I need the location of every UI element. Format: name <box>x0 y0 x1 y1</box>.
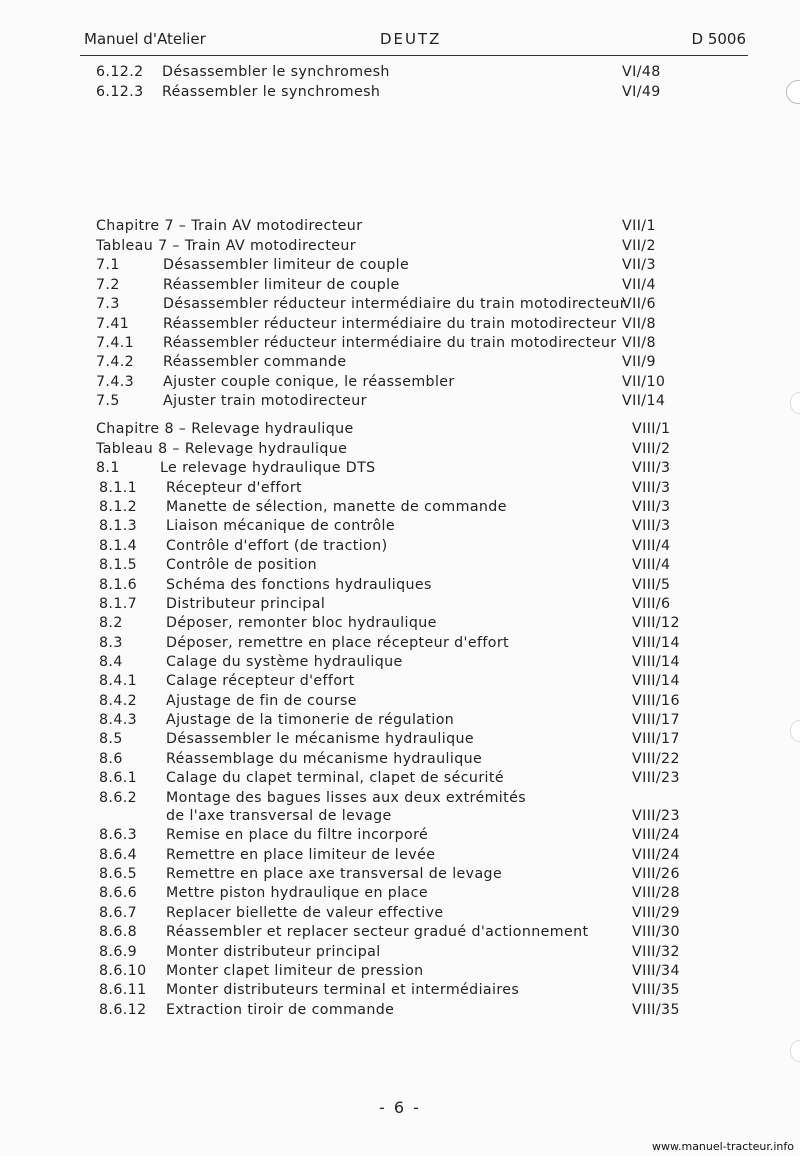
toc-entry-page: VIII/26 <box>632 866 680 882</box>
toc-entry-number: 8.6.4 <box>99 847 138 863</box>
toc-entry-title: Tableau 8 – Relevage hydraulique <box>96 441 348 457</box>
toc-entry-title: Désassembler réducteur intermédiaire du train motodirecteur <box>163 296 626 312</box>
toc-entry-number: 8.2 <box>99 615 123 631</box>
toc-entry-title: Réassembler commande <box>163 354 347 370</box>
toc-entry-number: 8.4.3 <box>99 712 138 728</box>
toc-entry-number: 8.6.3 <box>99 827 138 843</box>
toc-entry-title: Monter clapet limiteur de pression <box>166 963 424 979</box>
toc-entry-page: VIII/23 <box>632 770 680 786</box>
toc-entry <box>0 84 800 104</box>
toc-entry-title: Chapitre 7 – Train AV motodirecteur <box>96 218 363 234</box>
toc-entry-page: VIII/24 <box>632 827 680 843</box>
toc-entry <box>0 944 800 964</box>
toc-entry-number: 8.6.7 <box>99 905 138 921</box>
toc-entry <box>0 499 800 519</box>
toc-entry <box>0 421 800 441</box>
toc-entry <box>0 751 800 771</box>
toc-entry-number: 8.6.2 <box>99 790 138 806</box>
toc-entry <box>0 538 800 558</box>
brand-name: DEUTZ <box>380 30 442 48</box>
toc-entry-page: VII/9 <box>622 354 656 370</box>
toc-entry-number: 8.1.3 <box>99 518 138 534</box>
toc-entry-title: Monter distributeurs terminal et intermédiaires <box>166 982 520 998</box>
toc-entry-number: 7.3 <box>96 296 120 312</box>
toc-entry-number: 7.5 <box>96 393 120 409</box>
toc-entry <box>0 557 800 577</box>
toc-entry-page: VI/48 <box>622 64 661 80</box>
toc-entry-page: VIII/14 <box>632 673 680 689</box>
toc-entry-page: VIII/16 <box>632 693 680 709</box>
toc-entry <box>0 518 800 538</box>
toc-entry-number: 8.1.4 <box>99 538 138 554</box>
toc-entry-number: 8.6.10 <box>99 963 147 979</box>
toc-entry <box>0 770 800 790</box>
toc-entry-page: VIII/3 <box>632 460 671 476</box>
website-watermark: www.manuel-tracteur.info <box>652 1140 794 1153</box>
toc-entry-number: 8.1 <box>96 460 120 476</box>
toc-entry-number: 7.41 <box>96 316 130 332</box>
toc-entry <box>0 257 800 277</box>
toc-entry-title: Manette de sélection, manette de commande <box>166 499 507 515</box>
toc-entry-page: VIII/35 <box>632 982 680 998</box>
toc-entry-title: Réassembler le synchromesh <box>162 84 381 100</box>
toc-entry-page: VIII/5 <box>632 577 671 593</box>
toc-entry-title: Liaison mécanique de contrôle <box>166 518 396 534</box>
toc-entry-page: VIII/4 <box>632 538 671 554</box>
toc-entry-number: 7.1 <box>96 257 120 273</box>
toc-entry-page: VIII/4 <box>632 557 671 573</box>
toc-entry <box>0 316 800 336</box>
toc-entry-title: Ajuster couple conique, le réassembler <box>163 374 455 390</box>
toc-entry-page: VII/8 <box>622 335 656 351</box>
toc-entry-title: de l'axe transversal de levage <box>166 808 392 824</box>
manual-title: Manuel d'Atelier <box>84 30 206 48</box>
toc-entry-number: 8.6.6 <box>99 885 138 901</box>
toc-entry-number: 8.3 <box>99 635 123 651</box>
toc-entry-title: Récepteur d'effort <box>166 480 303 496</box>
toc-entry-page: VIII/17 <box>632 712 680 728</box>
toc-entry-title: Distributeur principal <box>166 596 326 612</box>
toc-entry-page: VIII/2 <box>632 441 671 457</box>
toc-entry-number: 8.6 <box>99 751 123 767</box>
toc-entry-page: VIII/23 <box>632 808 680 824</box>
toc-entry-title: Désassembler le synchromesh <box>162 64 390 80</box>
toc-entry-page: VIII/12 <box>632 615 680 631</box>
toc-entry-title: Réassembler réducteur intermédiaire du train motodirecteur <box>163 316 617 332</box>
toc-entry-title: Désassembler limiteur de couple <box>163 257 410 273</box>
toc-entry-title: Ajustage de la timonerie de régulation <box>166 712 455 728</box>
header-rule <box>80 55 748 56</box>
toc-entry <box>0 615 800 635</box>
toc-entry-number: 8.4 <box>99 654 123 670</box>
toc-entry-page: VII/6 <box>622 296 656 312</box>
toc-entry <box>0 296 800 316</box>
toc-entry-number: 8.6.11 <box>99 982 147 998</box>
toc-entry-number: 8.6.9 <box>99 944 138 960</box>
toc-entry-title: Calage du système hydraulique <box>166 654 403 670</box>
toc-entry-number: 8.1.7 <box>99 596 138 612</box>
toc-entry <box>0 790 800 810</box>
toc-entry-title: Schéma des fonctions hydrauliques <box>166 577 432 593</box>
toc-entry-title: Replacer biellette de valeur effective <box>166 905 444 921</box>
toc-entry-title: Contrôle d'effort (de traction) <box>166 538 388 554</box>
toc-entry-page: VIII/14 <box>632 654 680 670</box>
toc-entry <box>0 596 800 616</box>
toc-entry-page: VIII/3 <box>632 518 671 534</box>
toc-entry <box>0 693 800 713</box>
toc-entry-title: Montage des bagues lisses aux deux extrémités <box>166 790 527 806</box>
toc-entry <box>0 673 800 693</box>
toc-entry <box>0 808 800 828</box>
toc-entry-page: VIII/1 <box>632 421 671 437</box>
toc-entry-number: 7.4.3 <box>96 374 135 390</box>
toc-entry <box>0 441 800 461</box>
toc-entry-page: VII/3 <box>622 257 656 273</box>
toc-entry-title: Monter distributeur principal <box>166 944 381 960</box>
toc-entry-title: Remettre en place limiteur de levée <box>166 847 436 863</box>
toc-entry-title: Réassemblage du mécanisme hydraulique <box>166 751 483 767</box>
toc-entry-number: 8.1.1 <box>99 480 138 496</box>
toc-entry <box>0 885 800 905</box>
toc-entry-number: 8.6.1 <box>99 770 138 786</box>
toc-entry-title: Calage du clapet terminal, clapet de sécurité <box>166 770 504 786</box>
toc-entry-page: VI/49 <box>622 84 661 100</box>
toc-entry <box>0 577 800 597</box>
toc-entry-title: Remise en place du filtre incorporé <box>166 827 429 843</box>
toc-entry-title: Mettre piston hydraulique en place <box>166 885 428 901</box>
toc-entry-page: VII/14 <box>622 393 666 409</box>
binder-hole <box>790 1040 800 1062</box>
toc-entry-page: VII/1 <box>622 218 656 234</box>
toc-entry-page: VIII/6 <box>632 596 671 612</box>
toc-entry-number: 8.5 <box>99 731 123 747</box>
toc-entry-title: Ajustage de fin de course <box>166 693 357 709</box>
toc-entry <box>0 354 800 374</box>
toc-entry-title: Déposer, remonter bloc hydraulique <box>166 615 437 631</box>
toc-entry-title: Ajuster train motodirecteur <box>163 393 367 409</box>
toc-entry-number: 8.1.6 <box>99 577 138 593</box>
toc-entry-number: 7.4.1 <box>96 335 135 351</box>
toc-entry <box>0 635 800 655</box>
toc-entry <box>0 1002 800 1022</box>
toc-entry-title: Extraction tiroir de commande <box>166 1002 395 1018</box>
model-name: D 5006 <box>691 30 746 48</box>
toc-entry <box>0 218 800 238</box>
toc-entry-page: VIII/28 <box>632 885 680 901</box>
toc-entry <box>0 480 800 500</box>
toc-entry <box>0 238 800 258</box>
toc-entry-number: 8.6.12 <box>99 1002 147 1018</box>
toc-entry <box>0 905 800 925</box>
toc-entry-page: VIII/24 <box>632 847 680 863</box>
toc-entry <box>0 654 800 674</box>
toc-entry <box>0 277 800 297</box>
toc-entry-number: 7.4.2 <box>96 354 135 370</box>
toc-entry-page: VIII/34 <box>632 963 680 979</box>
toc-entry-title: Le relevage hydraulique DTS <box>160 460 376 476</box>
toc-entry-number: 8.1.2 <box>99 499 138 515</box>
toc-entry-number: 8.6.8 <box>99 924 138 940</box>
toc-entry <box>0 847 800 867</box>
toc-entry-page: VII/10 <box>622 374 666 390</box>
toc-entry-page: VIII/30 <box>632 924 680 940</box>
toc-entry-page: VII/4 <box>622 277 656 293</box>
toc-entry <box>0 924 800 944</box>
toc-entry <box>0 731 800 751</box>
toc-entry-page: VIII/3 <box>632 480 671 496</box>
toc-entry-page: VIII/17 <box>632 731 680 747</box>
toc-entry-title: Désassembler le mécanisme hydraulique <box>166 731 475 747</box>
toc-entry <box>0 335 800 355</box>
toc-entry <box>0 963 800 983</box>
toc-entry-page: VIII/35 <box>632 1002 680 1018</box>
toc-entry-page: VII/8 <box>622 316 656 332</box>
toc-entry <box>0 460 800 480</box>
toc-entry <box>0 827 800 847</box>
toc-entry-title: Tableau 7 – Train AV motodirecteur <box>96 238 357 254</box>
toc-entry-number: 6.12.3 <box>96 84 144 100</box>
toc-entry-title: Réassembler et replacer secteur gradué d'actionnement <box>166 924 589 940</box>
toc-entry-title: Réassembler réducteur intermédiaire du train motodirecteur <box>163 335 617 351</box>
toc-entry-page: VII/2 <box>622 238 656 254</box>
toc-entry-title: Chapitre 8 – Relevage hydraulique <box>96 421 354 437</box>
toc-entry-page: VIII/29 <box>632 905 680 921</box>
toc-entry-page: VIII/14 <box>632 635 680 651</box>
toc-entry <box>0 393 800 413</box>
toc-entry-number: 8.4.2 <box>99 693 138 709</box>
toc-entry-title: Déposer, remettre en place récepteur d'effort <box>166 635 510 651</box>
toc-entry <box>0 64 800 84</box>
toc-entry-number: 8.1.5 <box>99 557 138 573</box>
toc-entry-title: Réassembler limiteur de couple <box>163 277 400 293</box>
toc-entry-title: Remettre en place axe transversal de levage <box>166 866 503 882</box>
toc-entry-number: 8.4.1 <box>99 673 138 689</box>
toc-entry-page: VIII/3 <box>632 499 671 515</box>
toc-entry <box>0 866 800 886</box>
page-header <box>80 26 748 54</box>
page-number: - 6 - <box>379 1098 421 1117</box>
toc-entry-title: Calage récepteur d'effort <box>166 673 355 689</box>
toc-entry <box>0 374 800 394</box>
toc-entry <box>0 982 800 1002</box>
toc-entry-page: VIII/22 <box>632 751 680 767</box>
toc-entry-page: VIII/32 <box>632 944 680 960</box>
toc-entry-number: 6.12.2 <box>96 64 144 80</box>
toc-entry-number: 8.6.5 <box>99 866 138 882</box>
toc-entry <box>0 712 800 732</box>
toc-entry-number: 7.2 <box>96 277 120 293</box>
toc-entry-title: Contrôle de position <box>166 557 317 573</box>
